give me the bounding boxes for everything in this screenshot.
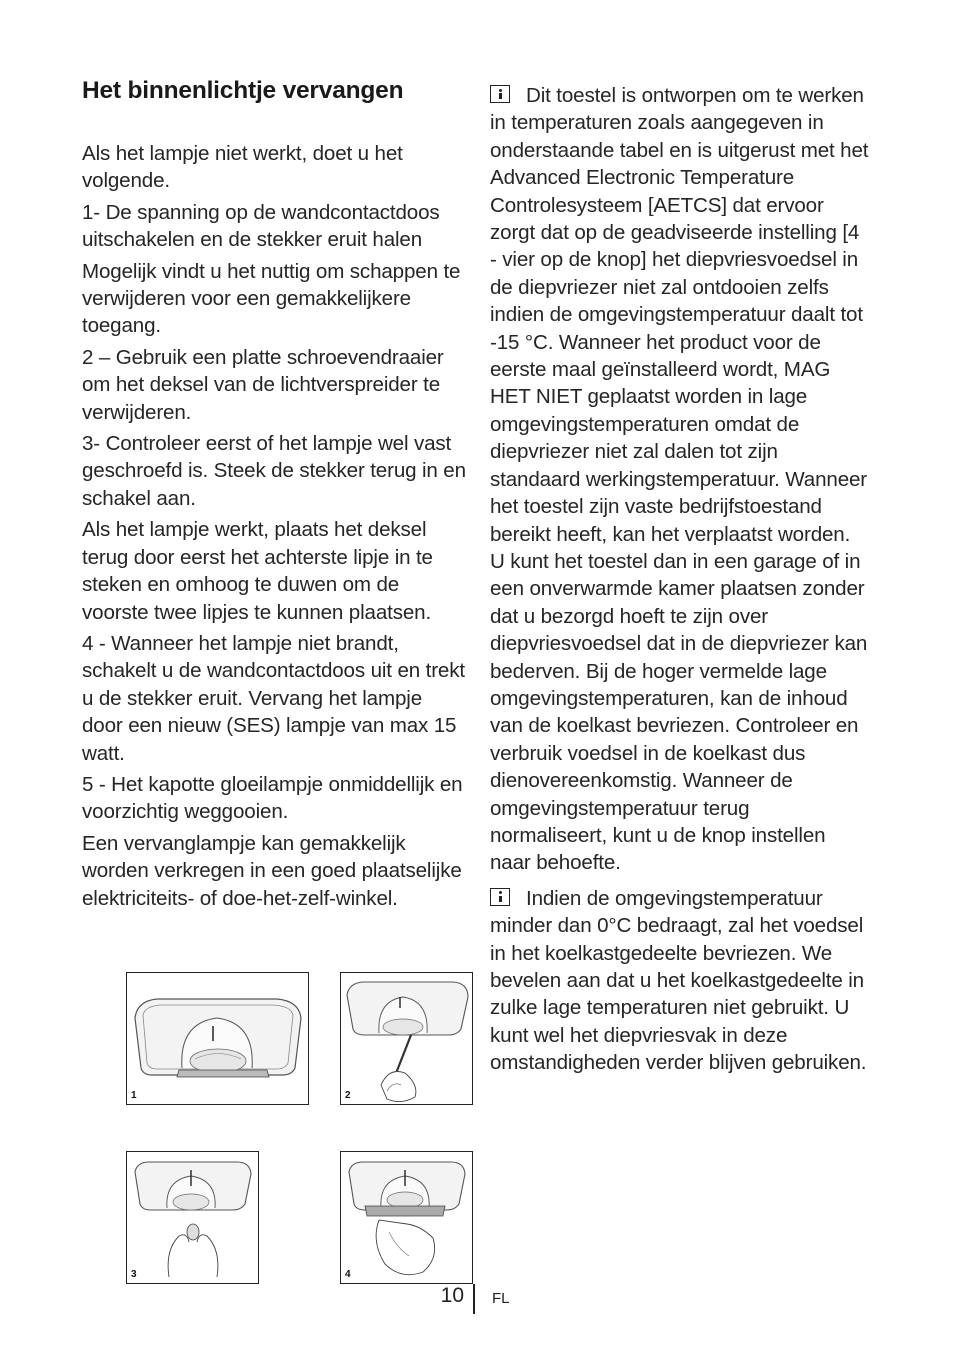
- footer-divider: [473, 1284, 475, 1314]
- figure-2: [340, 972, 473, 1105]
- figure-number: 3: [131, 1269, 137, 1280]
- paragraph: Mogelijk vindt u het nuttig om schappen te verwijderen voor een gemakkelijkere toegang.: [82, 259, 461, 338]
- left-column: [82, 74, 466, 916]
- info-note-text: Dit toestel is ontworpen om te werken in temperaturen zoals aangegeven in onderstaande tabel en is uitgerust met het Advanced Electronic Temperature Controlesysteem [AETCS] dat ervoor zorgt dat op de geadviseerde instelling [4 - vier op de knop] het diepvriesvoedsel in de diepvriezer niet zal ontdooien zelfs indien de omgevingstemperatuur daalt tot -15 °C. Wanneer het product voor de eerste maal geïnstalleerd wordt, MAG HET NIET geplaatst worden in lage omgevingstemperaturen omdat de diepvriezer niet zal dalen tot zijn standaard werkingstemperatuur. Wanneer het toestel zijn vaste bedrijfstoestand bereikt heeft, kan het verplaatst worden. U kunt het toestel dan in een garage of in een onverwarmde kamer plaatsen zonder dat u bezorgd hoeft te zijn over diepvriesvoedsel dat in de diepvriezer kan bederven. Bij de hoger vermelde lage omgevingstemperaturen, kan de inhoud van de koelkast bevriezen. Controleer en verbruik voedsel in de koelkast dus dienovereenkomstig. Wanneer de omgevingstemperatuur terug normaliseert, kunt u de knop instellen naar behoefte.: [490, 84, 869, 875]
- figure-4: [340, 1151, 473, 1284]
- figure-number: 2: [345, 1090, 351, 1101]
- info-note: [490, 885, 870, 1077]
- right-column: [490, 82, 870, 1085]
- bulb-check-illustration: [127, 1152, 259, 1284]
- paragraph: 3- Controleer eerst of het lampje wel vast geschroefd is. Steek de stekker terug in en schakel aan.: [82, 432, 466, 510]
- info-icon: [490, 85, 510, 103]
- lamp-cover-illustration: [127, 973, 309, 1105]
- figure-number: 4: [345, 1269, 351, 1280]
- paragraph: 2 – Gebruik een platte schroevendraaier om het deksel van de lichtverspreider te verwijderen.: [82, 345, 444, 424]
- figure-1: [126, 972, 309, 1105]
- paragraph: 1- De spanning op de wandcontactdoos uitschakelen en de stekker eruit halen: [82, 200, 440, 252]
- cover-refit-illustration: [341, 1152, 473, 1284]
- paragraph: 5 - Het kapotte gloeilampje onmiddellijk en voorzichtig weggooien.: [82, 772, 463, 824]
- info-note: [490, 82, 870, 877]
- paragraph: 4 - Wanneer het lampje niet brandt, schakelt u de wandcontactdoos uit en trekt u de stekker eruit. Vervang het lampje door een nieuw (SES) lampje van max 15 watt.: [82, 631, 465, 765]
- figure-number: 1: [131, 1090, 137, 1101]
- figure-3: [126, 1151, 259, 1284]
- section-title: Het binnenlichtje vervangen: [82, 77, 404, 104]
- paragraph: Een vervanglampje kan gemakkelijk worden verkregen in een goed plaatselijke elektriciteits- of doe-het-zelf-winkel.: [82, 831, 462, 910]
- info-note-text: Indien de omgevingstemperatuur minder dan 0°C bedraagt, zal het voedsel in het koelkastgedeelte bevriezen. We bevelen aan dat u het koelkastgedeelte in zulke lage temperaturen niet gebruikt. U kunt wel het diepvriesvak in deze omstandigheden verder blijven gebruiken.: [490, 886, 867, 1075]
- page-number: 10: [440, 1284, 464, 1307]
- paragraph: Als het lampje niet werkt, doet u het volgende.: [82, 142, 403, 193]
- screwdriver-illustration: [341, 973, 473, 1105]
- paragraph: Als het lampje werkt, plaats het deksel terug door eerst het achterste lipje in te steken en omhoog te duwen om de voorste twee lipjes te kunnen plaatsen.: [82, 518, 433, 624]
- language-code: FL: [492, 1290, 510, 1307]
- info-icon: [490, 888, 510, 906]
